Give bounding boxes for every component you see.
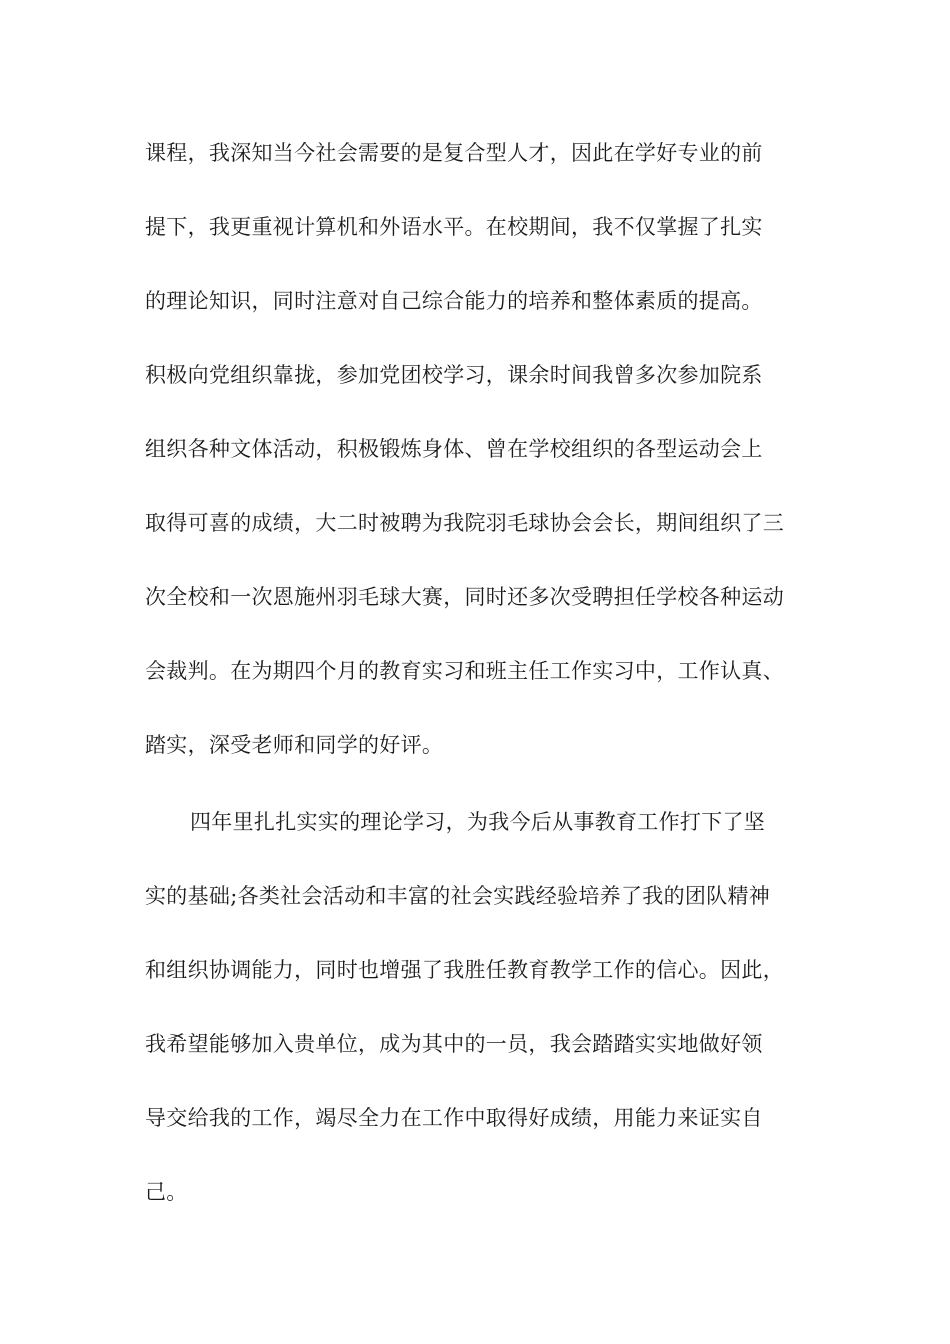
paragraph-line: 提下，我更重视计算机和外语水平。在校期间，我不仅掌握了扎实 [145, 215, 763, 239]
paragraph-line: 导交给我的工作，竭尽全力在工作中取得好成绩，用能力来证实自 [145, 1106, 763, 1130]
paragraph-line: 和组织协调能力，同时也增强了我胜任教育教学工作的信心。因此， [145, 958, 784, 982]
paragraph-line: 实的基础;各类社会活动和丰富的社会实践经验培养了我的团队精神 [145, 884, 771, 908]
paragraph-line: 积极向党组织靠拢，参加党团校学习，课余时间我曾多次参加院系 [145, 363, 763, 387]
paragraph-line: 己。 [145, 1180, 188, 1204]
paragraph-line: 次全校和一次恩施州羽毛球大赛，同时还多次受聘担任学校各种运动 [145, 585, 784, 609]
paragraph-line: 踏实，深受老师和同学的好评。 [145, 733, 444, 757]
paragraph-line: 四年里扎扎实实的理论学习，为我今后从事教育工作打下了坚 [190, 810, 766, 834]
paragraph-line: 课程，我深知当今社会需要的是复合型人才，因此在学好专业的前 [145, 141, 763, 165]
paragraph-line: 会裁判。在为期四个月的教育实习和班主任工作实习中，工作认真、 [145, 659, 784, 683]
paragraph-line: 组织各种文体活动，积极锻炼身体、曾在学校组织的各型运动会上 [145, 437, 763, 461]
paragraph-line: 我希望能够加入贵单位，成为其中的一员，我会踏踏实实地做好领 [145, 1032, 763, 1056]
paragraph-line: 的理论知识，同时注意对自己综合能力的培养和整体素质的提高。 [145, 289, 763, 313]
paragraph-line: 取得可喜的成绩，大二时被聘为我院羽毛球协会会长，期间组织了三 [145, 511, 784, 535]
